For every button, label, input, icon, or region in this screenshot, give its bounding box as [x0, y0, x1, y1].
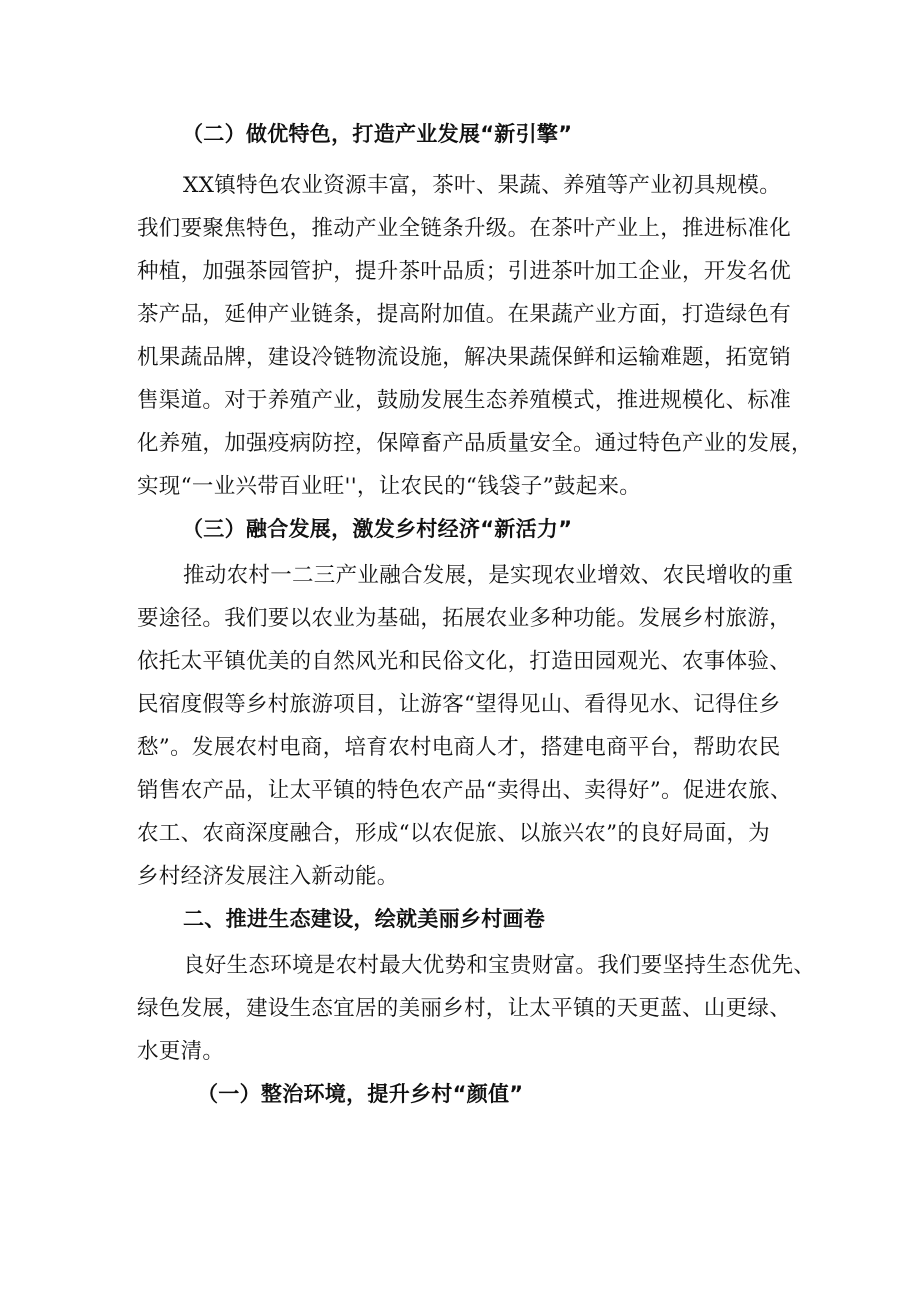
paragraph-line: 愁”。发展农村电商，培育农村电商人才，搭建电商平台，帮助农民: [137, 735, 781, 760]
section-heading-ecological-construction: 二、推进生态建设，绘就美丽乡村画卷: [183, 907, 546, 931]
paragraph-line: 良好生态环境是农村最大优势和宝贵财富。我们要坚持生态优先、: [183, 953, 816, 978]
section-heading-environment-improvement: （一）整治环境，提升乡村“颜值”: [197, 1082, 524, 1106]
paragraph-line: 机果蔬品牌，建设冷链物流设施，解决果蔬保鲜和运输难题，拓宽销: [137, 345, 792, 370]
paragraph-line: 售渠道。对于养殖产业，鼓励发展生态养殖模式，推进规模化、标准: [137, 388, 792, 413]
paragraph-line: 实现“一业兴带百业旺''，让农民的“钱袋子”鼓起来。: [137, 474, 642, 499]
paragraph-line: 依托太平镇优美的自然风光和民俗文化，打造田园观光、农事体验、: [137, 649, 792, 674]
paragraph-line: XX镇特色农业资源丰富，茶叶、果蔬、养殖等产业初具规模。: [183, 173, 782, 198]
paragraph-line: 销售农产品，让太平镇的特色农产品“卖得出、卖得好”。促进农旅、: [137, 778, 792, 803]
paragraph-line: 农工、农商深度融合，形成“以农促旅、以旅兴农”的良好局面，为: [137, 821, 770, 846]
section-heading-integrated-development: （三）融合发展，激发乡村经济“新活力”: [182, 517, 573, 541]
paragraph-line: 茶产品，延伸产业链条，提高附加值。在果蔬产业方面，打造绿色有: [137, 302, 792, 327]
paragraph-line: 水更清。: [137, 1039, 225, 1064]
paragraph-line: 乡村经济发展注入新动能。: [137, 864, 399, 889]
section-heading-special-industries: （二）做优特色，打造产业发展“新引擎”: [182, 122, 573, 146]
paragraph-line: 推动农村一二三产业融合发展，是实现农业增效、农民增收的重: [183, 563, 794, 588]
paragraph-line: 要途径。我们要以农业为基础，拓展农业多种功能。发展乡村旅游，: [137, 606, 792, 631]
paragraph-line: 民宿度假等乡村旅游项目，让游客“望得见山、看得见水、记得住乡: [137, 692, 781, 717]
paragraph-line: 化养殖，加强疫病防控，保障畜产品质量安全。通过特色产业的发展，: [137, 431, 813, 456]
paragraph-line: 我们要聚焦特色，推动产业全链条升级。在茶叶产业上，推进标准化: [137, 216, 792, 241]
paragraph-line: 种植，加强茶园管护，提升茶叶品质；引进茶叶加工企业，开发名优: [137, 259, 792, 284]
paragraph-line: 绿色发展，建设生态宜居的美丽乡村，让太平镇的天更蓝、山更绿、: [137, 996, 792, 1021]
